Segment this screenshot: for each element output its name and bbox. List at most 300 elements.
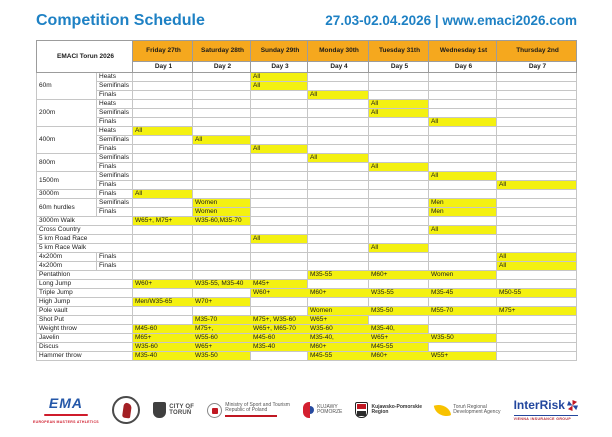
event-cell: Javelin: [37, 334, 133, 343]
schedule-cell: [429, 298, 497, 307]
schedule-cell-highlight: All: [429, 226, 497, 235]
schedule-cell: [369, 118, 429, 127]
schedule-cell-highlight: M35-40: [133, 352, 193, 361]
schedule-cell: [429, 262, 497, 271]
schedule-cell: [251, 100, 308, 109]
schedule-cell: [429, 163, 497, 172]
schedule-cell-highlight: M55-70: [429, 307, 497, 316]
event-cell: 3000m Walk: [37, 217, 133, 226]
schedule-cell: [251, 244, 308, 253]
schedule-cell: [429, 91, 497, 100]
schedule-cell: [193, 262, 251, 271]
day-number-2: Day 2: [193, 62, 251, 73]
ema-logo: [33, 394, 99, 424]
day-header-1: Friday 27th: [133, 41, 193, 62]
stage-cell: Semifinals: [97, 109, 133, 118]
schedule-cell-highlight: W35-50: [193, 352, 251, 361]
schedule-cell: [308, 262, 369, 271]
schedule-cell: [308, 82, 369, 91]
schedule-cell: [369, 73, 429, 82]
schedule-cell-highlight: M35-40: [251, 343, 308, 352]
schedule-cell: [497, 91, 577, 100]
schedule-cell-highlight: W65+: [308, 316, 369, 325]
schedule-cell-highlight: All: [429, 172, 497, 181]
schedule-cell-highlight: All: [497, 181, 577, 190]
schedule-cell: [251, 127, 308, 136]
schedule-cell: [308, 73, 369, 82]
event-cell: 200m: [37, 100, 97, 127]
city-of-torun-line1: CITY OF: [169, 403, 195, 410]
schedule-cell: [497, 235, 577, 244]
schedule-cell: [497, 334, 577, 343]
schedule-cell: [251, 352, 308, 361]
event-cell: 5 km Race Walk: [37, 244, 133, 253]
schedule-cell-highlight: W65+, M75+: [133, 217, 193, 226]
schedule-cell-highlight: Women: [193, 199, 251, 208]
schedule-cell: [369, 208, 429, 217]
schedule-cell: [497, 271, 577, 280]
schedule-cell: [133, 289, 193, 298]
schedule-cell: [193, 127, 251, 136]
ema-swoosh-icon: [44, 414, 88, 416]
schedule-cell: [133, 307, 193, 316]
event-cell: High Jump: [37, 298, 133, 307]
event-cell: Shot Put: [37, 316, 133, 325]
schedule-cell: [497, 136, 577, 145]
stage-cell: Heats: [97, 100, 133, 109]
schedule-cell-highlight: W35-60: [133, 343, 193, 352]
stage-cell: Heats: [97, 73, 133, 82]
schedule-cell-highlight: Women: [308, 307, 369, 316]
schedule-cell: [497, 127, 577, 136]
day-number-1: Day 1: [133, 62, 193, 73]
schedule-cell: [133, 82, 193, 91]
stage-cell: Finals: [97, 181, 133, 190]
schedule-cell-highlight: All: [193, 136, 251, 145]
event-cell: 1500m: [37, 172, 97, 190]
schedule-cell: [369, 199, 429, 208]
day-header-3: Sunday 29th: [251, 41, 308, 62]
schedule-cell: [369, 91, 429, 100]
schedule-cell-highlight: W65+: [193, 343, 251, 352]
schedule-cell: [251, 253, 308, 262]
poland-eagle-icon: [207, 403, 222, 418]
schedule-cell-highlight: M60+: [308, 289, 369, 298]
interrisk-logo-subtext: VIENNA INSURANCE GROUP: [514, 415, 578, 421]
schedule-cell: [308, 118, 369, 127]
event-cell: 4x200m: [37, 253, 97, 262]
schedule-cell-highlight: M35-40,: [369, 325, 429, 334]
schedule-cell: [251, 208, 308, 217]
schedule-cell: [133, 226, 193, 235]
schedule-cell: [497, 298, 577, 307]
schedule-cell: [193, 118, 251, 127]
kujawy-line2: POMORZE: [317, 409, 343, 415]
page-title: Competition Schedule: [36, 12, 205, 29]
schedule-cell-highlight: M35-55: [308, 271, 369, 280]
schedule-cell-highlight: Men: [429, 199, 497, 208]
day-number-7: Day 7: [497, 62, 577, 73]
schedule-cell: [429, 82, 497, 91]
schedule-cell: [308, 181, 369, 190]
schedule-cell: [308, 244, 369, 253]
schedule-cell: [369, 145, 429, 154]
schedule-cell-highlight: W35-55: [369, 289, 429, 298]
ministry-of-sport-logo: [207, 403, 290, 418]
schedule-cell-highlight: M65+: [133, 334, 193, 343]
event-cell: Triple Jump: [37, 289, 133, 298]
schedule-cell-highlight: M35-70: [193, 316, 251, 325]
interrisk-logo: [513, 397, 578, 421]
schedule-cell: [133, 136, 193, 145]
day-header-7: Thursday 2nd: [497, 41, 577, 62]
schedule-cell: [133, 145, 193, 154]
schedule-cell-highlight: W35-60: [308, 325, 369, 334]
schedule-cell: [429, 154, 497, 163]
schedule-cell-highlight: M75+: [497, 307, 577, 316]
schedule-cell: [308, 226, 369, 235]
schedule-cell-highlight: All: [308, 154, 369, 163]
schedule-cell: [369, 181, 429, 190]
schedule-cell: [308, 208, 369, 217]
schedule-cell: [251, 262, 308, 271]
day-number-3: Day 3: [251, 62, 308, 73]
schedule-cell: [429, 127, 497, 136]
schedule-cell: [429, 100, 497, 109]
event-cell: 60m hurdles: [37, 199, 97, 217]
region-line2: Region: [371, 409, 389, 415]
stage-cell: Finals: [97, 145, 133, 154]
schedule-cell-highlight: All: [133, 190, 193, 199]
schedule-cell: [429, 343, 497, 352]
schedule-cell: [193, 226, 251, 235]
stage-cell: Finals: [97, 91, 133, 100]
schedule-cell-highlight: W60+: [133, 280, 193, 289]
day-number-4: Day 4: [308, 62, 369, 73]
ministry-underline-icon: [225, 415, 277, 417]
schedule-cell: [429, 280, 497, 289]
schedule-cell-highlight: W35-60,M35-70: [193, 217, 251, 226]
schedule-cell: [429, 145, 497, 154]
schedule-cell-highlight: M45-60: [133, 325, 193, 334]
schedule-cell: [308, 163, 369, 172]
schedule-cell-highlight: M60+: [308, 343, 369, 352]
schedule-cell: [497, 217, 577, 226]
schedule-cell: [497, 325, 577, 334]
schedule-cell: [193, 154, 251, 163]
schedule-cell: [133, 253, 193, 262]
schedule-cell: [133, 91, 193, 100]
schedule-cell-highlight: All: [369, 244, 429, 253]
schedule-cell: [193, 100, 251, 109]
schedule-cell-highlight: All: [369, 100, 429, 109]
stage-cell: Semifinals: [97, 199, 133, 208]
schedule-cell: [497, 226, 577, 235]
schedule-cell: [193, 163, 251, 172]
schedule-cell: [308, 109, 369, 118]
schedule-cell: [497, 118, 577, 127]
stage-cell: Finals: [97, 208, 133, 217]
schedule-cell: [308, 235, 369, 244]
day-header-2: Saturday 28th: [193, 41, 251, 62]
schedule-cell-highlight: All: [369, 109, 429, 118]
schedule-cell: [497, 109, 577, 118]
schedule-cell: [369, 226, 429, 235]
schedule-cell: [369, 127, 429, 136]
schedule-cell: [497, 280, 577, 289]
schedule-cell: [251, 172, 308, 181]
schedule-cell-highlight: All: [251, 235, 308, 244]
schedule-cell: [193, 307, 251, 316]
schedule-cell: [193, 271, 251, 280]
schedule-cell: [193, 82, 251, 91]
schedule-cell: [251, 181, 308, 190]
schedule-cell: [251, 163, 308, 172]
schedule-table: [36, 40, 577, 361]
day-header-5: Tuesday 31th: [369, 41, 429, 62]
schedule-cell: [308, 253, 369, 262]
schedule-cell: [133, 73, 193, 82]
schedule-cell: [429, 73, 497, 82]
stage-cell: Finals: [97, 163, 133, 172]
schedule-cell: [193, 172, 251, 181]
schedule-cell-highlight: M45-55: [308, 352, 369, 361]
schedule-cell: [251, 298, 308, 307]
stage-cell: Semifinals: [97, 82, 133, 91]
schedule-cell: [308, 127, 369, 136]
schedule-cell: [133, 100, 193, 109]
region-line1: Kujawsko-Pomorskie: [371, 403, 423, 410]
schedule-cell-highlight: All: [429, 118, 497, 127]
stage-cell: Finals: [97, 253, 133, 262]
schedule-cell: [193, 73, 251, 82]
schedule-cell: [308, 136, 369, 145]
schedule-cell: [193, 235, 251, 244]
schedule-cell: [369, 253, 429, 262]
schedule-cell-highlight: W65+, M65-70: [251, 325, 308, 334]
region-crest-icon: [355, 402, 368, 418]
schedule-cell: [308, 190, 369, 199]
schedule-cell-highlight: All: [369, 163, 429, 172]
schedule-cell: [429, 217, 497, 226]
footer-logos: [33, 389, 578, 431]
schedule-cell: [193, 244, 251, 253]
schedule-cell-highlight: M45-55: [369, 343, 429, 352]
schedule-cell: [133, 244, 193, 253]
schedule-cell: [251, 118, 308, 127]
ema-logo-subtext: EUROPEAN MASTERS ATHLETICS: [33, 419, 99, 424]
event-cell: 5 km Road Race: [37, 235, 133, 244]
schedule-cell-highlight: M60+: [369, 352, 429, 361]
schedule-cell: [429, 109, 497, 118]
schedule-cell: [133, 235, 193, 244]
schedule-cell-highlight: W55-60: [193, 334, 251, 343]
event-cell: Long Jump: [37, 280, 133, 289]
event-cell: Pentathlon: [37, 271, 133, 280]
schedule-cell: [429, 253, 497, 262]
schedule-cell: [133, 172, 193, 181]
interrisk-logo-text: InterRisk: [513, 397, 565, 412]
event-cell: Discus: [37, 343, 133, 352]
kujawy-line1: KUJAWY: [317, 403, 338, 410]
kujawy-pomorze-logo: [303, 402, 342, 418]
schedule-cell: [308, 298, 369, 307]
interrisk-pinwheel-icon: [567, 400, 578, 411]
schedule-cell-highlight: M75+,: [193, 325, 251, 334]
schedule-cell: [133, 181, 193, 190]
city-of-torun-logo: [153, 402, 194, 418]
schedule-cell: [193, 109, 251, 118]
schedule-cell: [369, 154, 429, 163]
schedule-cell: [369, 136, 429, 145]
schedule-cell-highlight: M75+, W35-60: [251, 316, 308, 325]
schedule-cell: [497, 343, 577, 352]
schedule-cell: [369, 82, 429, 91]
schedule-cell: [251, 109, 308, 118]
agency-leaf-icon: [434, 402, 451, 418]
schedule-cell: [308, 145, 369, 154]
schedule-cell: [193, 145, 251, 154]
event-cell: 3000m: [37, 190, 97, 199]
stage-cell: Semifinals: [97, 172, 133, 181]
schedule-cell: [497, 244, 577, 253]
schedule-cell: [193, 289, 251, 298]
schedule-cell: [497, 163, 577, 172]
schedule-cell: [497, 199, 577, 208]
stage-cell: Heats: [97, 127, 133, 136]
schedule-cell: [251, 226, 308, 235]
event-cell: 60m: [37, 73, 97, 100]
agency-line2: Development Agency: [453, 409, 501, 415]
schedule-cell: [133, 154, 193, 163]
schedule-cell-highlight: W65+: [369, 334, 429, 343]
event-cell: 4x200m: [37, 262, 97, 271]
schedule-cell: [497, 208, 577, 217]
schedule-cell: [308, 280, 369, 289]
schedule-cell-highlight: W55+: [429, 352, 497, 361]
schedule-cell-highlight: M45+: [251, 280, 308, 289]
schedule-cell: [133, 316, 193, 325]
schedule-cell: [133, 271, 193, 280]
schedule-cell: [369, 298, 429, 307]
schedule-cell: [429, 181, 497, 190]
schedule-cell-highlight: Women: [429, 271, 497, 280]
schedule-cell: [133, 208, 193, 217]
schedule-cell-highlight: Men/W35-65: [133, 298, 193, 307]
schedule-cell: [369, 172, 429, 181]
torun-development-agency-logo: [435, 404, 500, 417]
schedule-cell: [133, 199, 193, 208]
ministry-line2: Republic of Poland: [225, 407, 268, 414]
schedule-cell: [497, 352, 577, 361]
kujawsko-pomorskie-region-logo: [355, 402, 422, 418]
schedule-cell: [497, 145, 577, 154]
schedule-cell-highlight: M60+: [369, 271, 429, 280]
event-cell: Cross Country: [37, 226, 133, 235]
schedule-cell: [369, 262, 429, 271]
event-cell: 800m: [37, 154, 97, 172]
federation-emblem-icon: [112, 396, 140, 424]
ministry-line1: Ministry of Sport and Tourism: [225, 401, 290, 408]
stage-cell: Finals: [97, 118, 133, 127]
ema-logo-text: EMA: [48, 394, 84, 411]
schedule-cell-highlight: Men: [429, 208, 497, 217]
stage-cell: Finals: [97, 262, 133, 271]
schedule-cell: [497, 190, 577, 199]
day-header-4: Monday 30th: [308, 41, 369, 62]
schedule-cell: [193, 190, 251, 199]
schedule-cell-highlight: All: [497, 262, 577, 271]
schedule-cell-highlight: M50-55: [497, 289, 577, 298]
schedule-cell-highlight: Women: [193, 208, 251, 217]
schedule-cell-highlight: M35-50: [369, 307, 429, 316]
schedule-cell: [251, 136, 308, 145]
schedule-cell: [308, 172, 369, 181]
schedule-cell: [251, 199, 308, 208]
schedule-cell: [251, 190, 308, 199]
corner-label: EMACI Torun 2026: [37, 41, 133, 73]
athletics-federation-emblem: [112, 396, 140, 424]
schedule-cell-highlight: All: [251, 145, 308, 154]
schedule-cell: [369, 190, 429, 199]
schedule-cell: [497, 82, 577, 91]
schedule-cell-highlight: All: [308, 91, 369, 100]
agency-line1: Toruń Regional: [453, 403, 487, 410]
day-header-6: Wednesday 1st: [429, 41, 497, 62]
schedule-cell-highlight: W60+: [251, 289, 308, 298]
schedule-cell: [308, 199, 369, 208]
schedule-cell: [308, 217, 369, 226]
schedule-cell: [133, 118, 193, 127]
schedule-cell: [429, 235, 497, 244]
schedule-cell: [193, 91, 251, 100]
stage-cell: Semifinals: [97, 154, 133, 163]
schedule-cell: [251, 217, 308, 226]
schedule-cell: [497, 73, 577, 82]
schedule-cell-highlight: W70+: [193, 298, 251, 307]
schedule-cell: [193, 181, 251, 190]
schedule-cell-highlight: All: [497, 253, 577, 262]
schedule-cell: [429, 190, 497, 199]
kujawy-pomorze-icon: [303, 402, 314, 418]
day-number-5: Day 5: [369, 62, 429, 73]
schedule-cell: [133, 163, 193, 172]
day-number-6: Day 6: [429, 62, 497, 73]
schedule-cell-highlight: W35-50: [429, 334, 497, 343]
schedule-cell-highlight: W35-55, M35-40: [193, 280, 251, 289]
schedule-cell: [429, 325, 497, 334]
schedule-cell-highlight: M35-45: [429, 289, 497, 298]
page-header: [36, 12, 577, 30]
schedule-cell-highlight: M35-40,: [308, 334, 369, 343]
schedule-cell: [429, 244, 497, 253]
schedule-cell: [308, 100, 369, 109]
schedule-cell-highlight: All: [251, 82, 308, 91]
schedule-cell: [497, 154, 577, 163]
event-dates-and-url: 27.03-02.04.2026 | www.emaci2026.com: [325, 13, 577, 28]
schedule-cell: [369, 316, 429, 325]
schedule-cell: [369, 217, 429, 226]
schedule-cell: [497, 316, 577, 325]
schedule-cell: [251, 307, 308, 316]
schedule-cell-highlight: All: [251, 73, 308, 82]
schedule-cell: [193, 253, 251, 262]
schedule-cell: [429, 316, 497, 325]
event-cell: 400m: [37, 127, 97, 154]
schedule-cell: [133, 262, 193, 271]
schedule-cell-highlight: All: [133, 127, 193, 136]
schedule-cell: [369, 235, 429, 244]
